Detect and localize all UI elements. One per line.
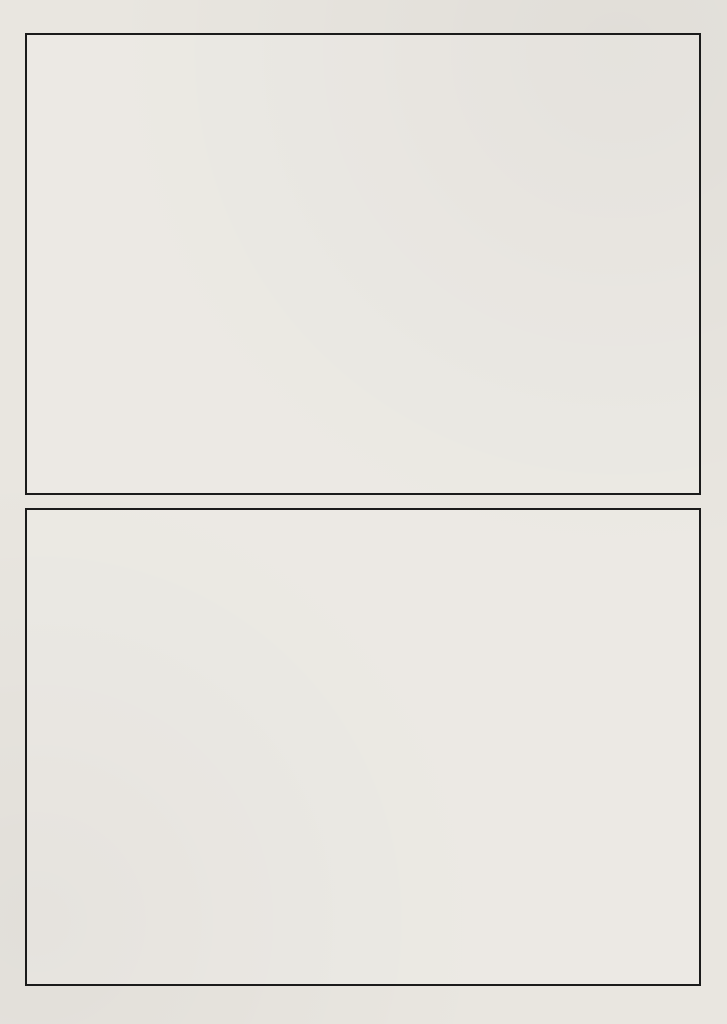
roster-table-bottom-with-footnotes: [25, 508, 701, 986]
roster-table-top: [25, 33, 701, 495]
